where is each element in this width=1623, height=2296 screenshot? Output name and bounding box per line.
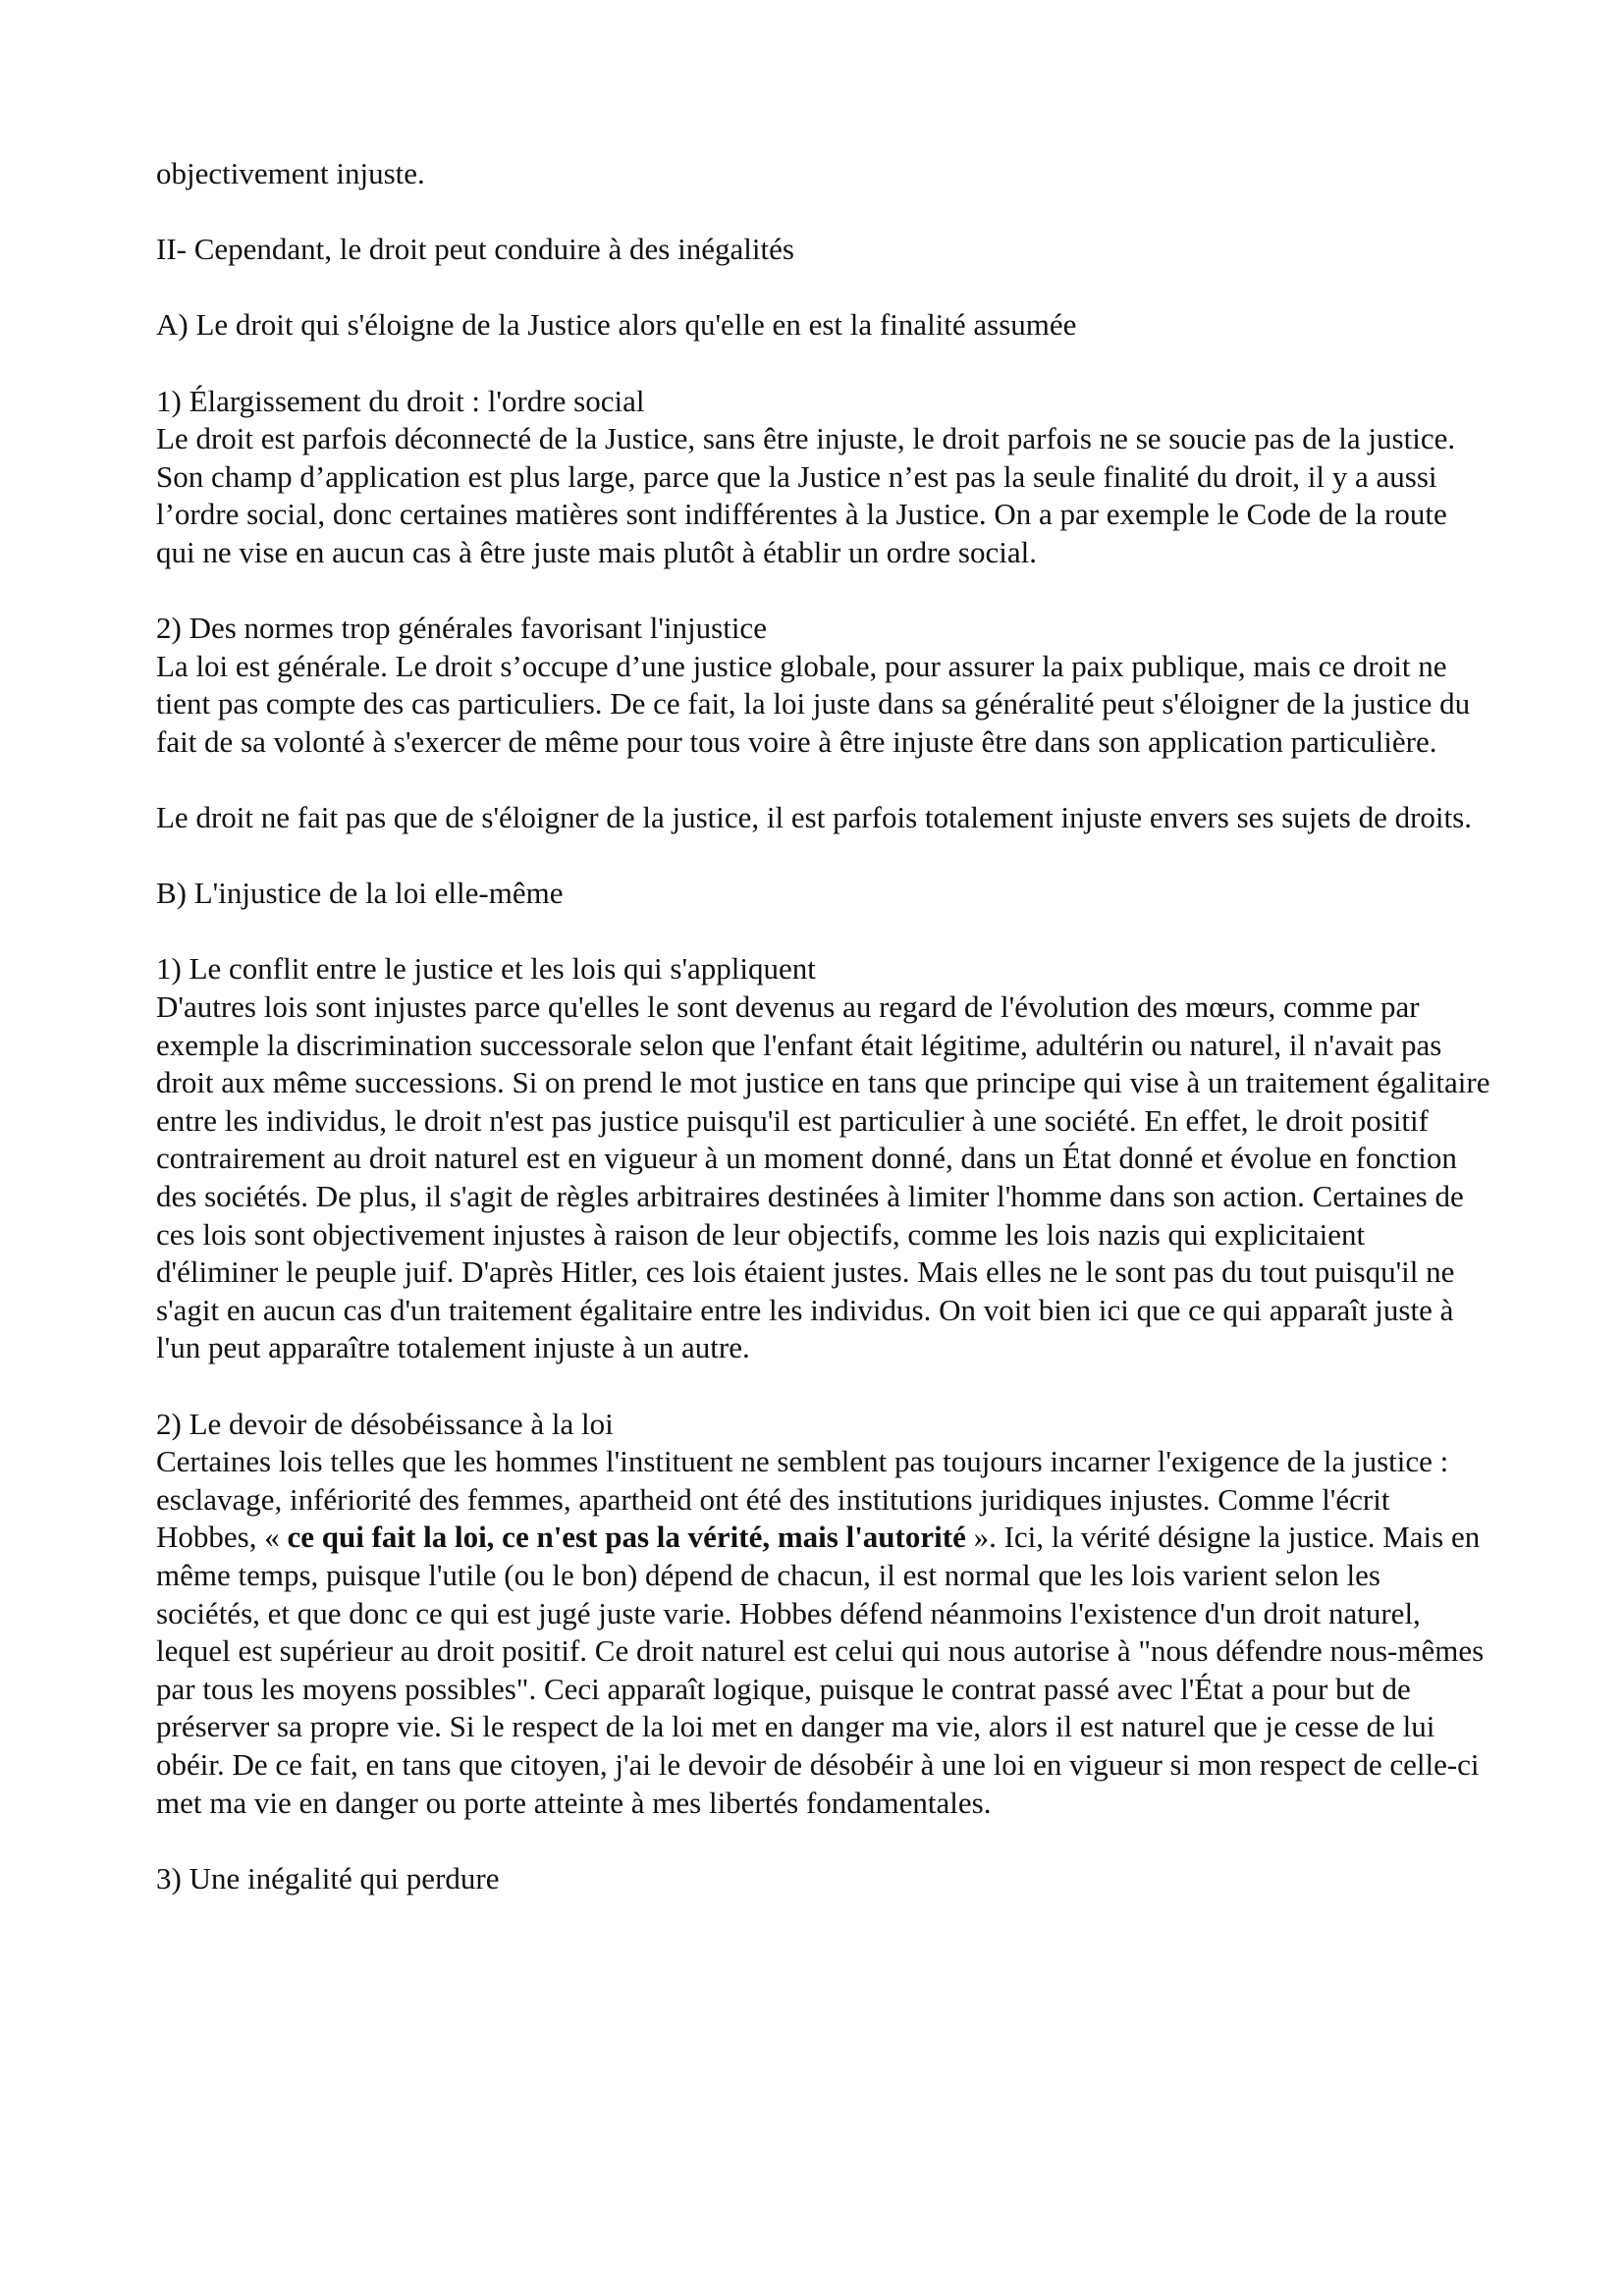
heading-subsection-a1: 1) Élargissement du droit : l'ordre social <box>156 383 645 418</box>
paragraph-a1: Le droit est parfois déconnecté de la Justice, sans être injuste, le droit parfois ne se soucie pas de la justice. Son champ d’application est plus large, parce que la Justice n’est pas la seule finalité du droit, il y a aussi l’ordre social, donc certaines matières sont indifférentes à la Justice. On a par exemple le Code de la route qui ne vise en aucun cas à être juste mais plutôt à établir un ordre social. <box>156 421 1456 569</box>
heading-section-a: A) Le droit qui s'éloigne de la Justice alors qu'elle en est la finalité assumée <box>156 307 1077 343</box>
document-body <box>156 155 1491 1897</box>
spacer <box>156 762 1491 800</box>
heading-subsection-b1: 1) Le conflit entre le justice et les lois qui s'appliquent <box>156 951 816 987</box>
paragraph-b2-end: ». Ici, la vérité désigne la justice. Mais en même temps, puisque l'utile (ou le bon) dépend de chacun, il est normal que les lois varient selon les sociétés, et que donc ce qui est jugé juste varie. Hobbes défend néanmoins l'existence d'un droit naturel, lequel est supérieur au droit positif. Ce droit naturel est celui qui nous autorise à "nous défendre nous-mêmes par tous les moyens possibles". Ceci apparaît logique, puisque le contrat passé avec l'État a pour but de préserver sa propre vie. Si le respect de la loi met en danger ma vie, alors il est naturel que je cesse de lui obéir. De ce fait, en tans que citoyen, j'ai le devoir de désobéir à une loi en vigueur si mon respect de celle-ci met ma vie en danger ou porte atteinte à mes libertés fondamentales. <box>156 1520 1485 1820</box>
paragraph-transition: Le droit ne fait pas que de s'éloigner de la justice, il est parfois totalement injuste envers ses sujets de droits. <box>156 800 1472 835</box>
spacer <box>156 837 1491 876</box>
paragraph-b2-start: Certaines lois telles que les hommes l'instituent ne semblent pas toujours incarner l'exigence de la justice : esclavage, infériorité des femmes, apartheid ont été des institutions juridiques injustes. Comme l'écrit Hobbes, « <box>156 1444 1449 1555</box>
paragraph-b2 <box>156 1443 1491 1822</box>
paragraph-b1: D'autres lois sont injustes parce qu'elles le sont devenus au regard de l'évolution des mœurs, comme par exemple la discrimination successorale selon que l'enfant était légitime, adultérin ou naturel, il n'avait pas droit aux même successions. Si on prend le mot justice en tans que principe qui vise à un traitement égalitaire entre les individus, le droit n'est pas justice puisqu'il est particulier à une société. En effet, le droit positif contrairement au droit naturel est en vigueur à un moment donné, dans un État donné et évolue en fonction des sociétés. De plus, il s'agit de règles arbitraires destinées à limiter l'homme dans son action. Certaines de ces lois sont objectivement injustes à raison de leur objectifs, comme les lois nazis qui explicitaient d'éliminer le peuple juif. D'après Hitler, ces lois étaient justes. Mais elles ne le sont pas du tout puisqu'il ne s'agit en aucun cas d'un traitement égalitaire entre les individus. On voit bien ici que ce qui apparaît juste à l'un peut apparaître totalement injuste à un autre. <box>156 989 1490 1365</box>
spacer <box>156 913 1491 951</box>
spacer <box>156 345 1491 383</box>
heading-subsection-b2: 2) Le devoir de désobéissance à la loi <box>156 1406 614 1441</box>
heading-part-2: II- Cependant, le droit peut conduire à des inégalités <box>156 232 794 267</box>
paragraph-a2: La loi est générale. Le droit s’occupe d’une justice globale, pour assurer la paix publique, mais ce droit ne tient pas compte des cas particuliers. De ce fait, la loi juste dans sa généralité peut s'éloigner de la justice du fait de sa volonté à s'exercer de même pour tous voire à être injuste être dans son application particulière. <box>156 648 1471 759</box>
spacer <box>156 1367 1491 1406</box>
heading-section-b: B) L'injustice de la loi elle-même <box>156 876 564 911</box>
heading-subsection-b3: 3) Une inégalité qui perdure <box>156 1860 500 1896</box>
paragraph-conclusion: objectivement injuste. <box>156 156 425 190</box>
hobbes-quote: ce qui fait la loi, ce n'est pas la vérité, mais l'autorité <box>287 1520 966 1555</box>
spacer <box>156 269 1491 307</box>
spacer <box>156 572 1491 611</box>
spacer <box>156 1822 1491 1860</box>
spacer <box>156 193 1491 232</box>
heading-subsection-a2: 2) Des normes trop générales favorisant l'injustice <box>156 611 767 646</box>
